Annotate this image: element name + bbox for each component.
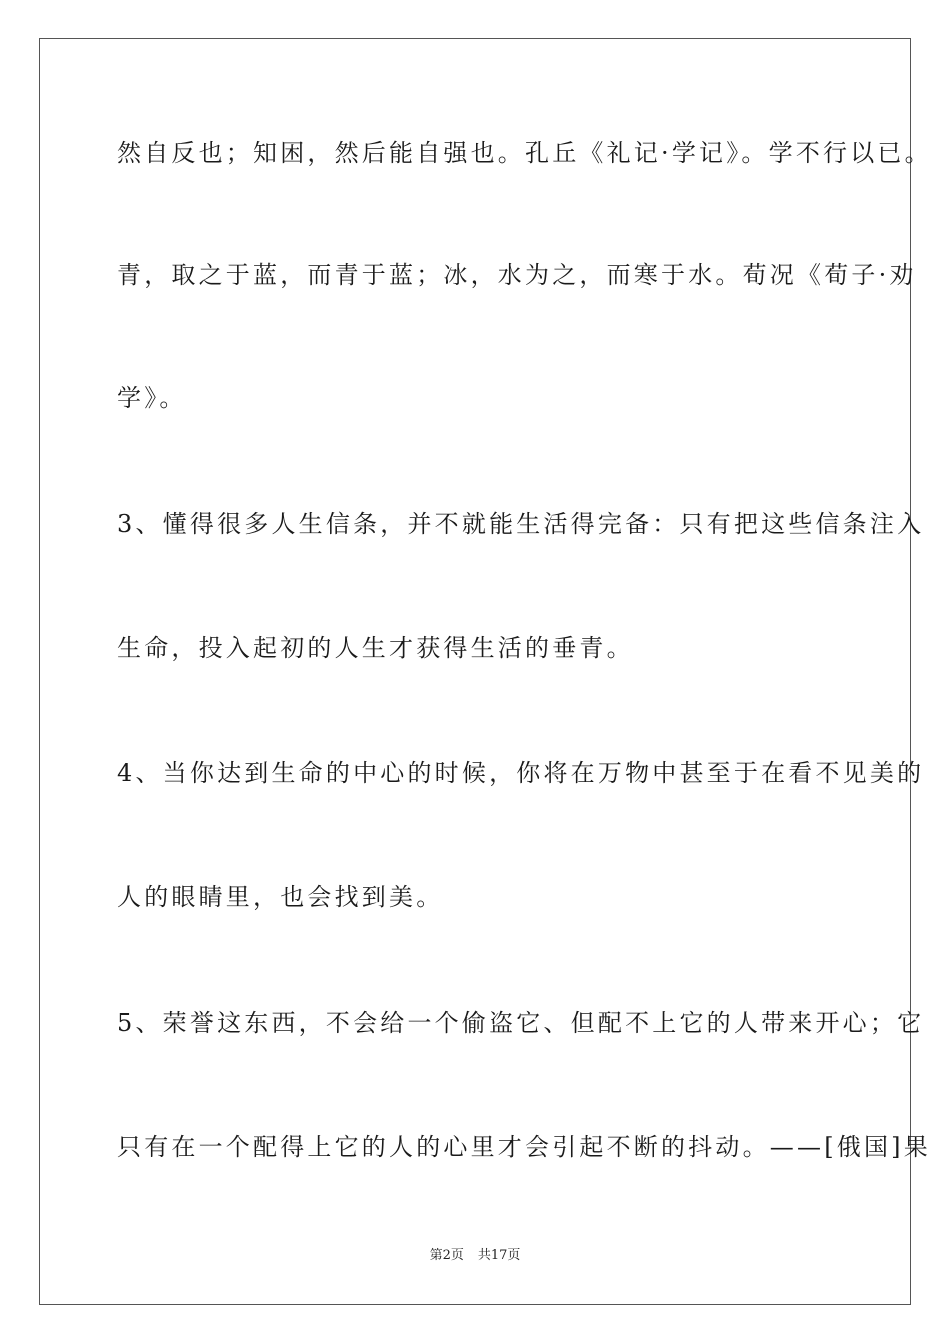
text-line-1: 然自反也；知困，然后能自强也。孔丘《礼记·学记》。学不行以已。	[117, 139, 932, 167]
total-pages-label: 共17页	[477, 1248, 521, 1263]
text-line-5: 生命，投入起初的人生才获得生活的垂青。	[117, 634, 634, 662]
page-footer	[0, 1247, 950, 1265]
text-line-2: 青，取之于蓝，而青于蓝；冰，水为之，而寒于水。荀况《荀子·劝	[117, 261, 917, 289]
text-line-7: 人的眼睛里，也会找到美。	[117, 883, 444, 911]
text-line-8: 5、荣誉这东西，不会给一个偷盗它、但配不上它的人带来开心；它	[117, 1009, 925, 1037]
text-line-9: 只有在一个配得上它的人的心里才会引起不断的抖动。——[俄国]果	[117, 1133, 931, 1161]
text-line-6: 4、当你达到生命的中心的时候，你将在万物中甚至于在看不见美的	[117, 759, 925, 787]
current-page-label: 第2页	[429, 1248, 464, 1263]
text-line-4: 3、懂得很多人生信条，并不就能生活得完备：只有把这些信条注入	[117, 510, 925, 538]
page-border	[39, 38, 932, 1305]
text-line-3: 学》。	[117, 384, 187, 412]
